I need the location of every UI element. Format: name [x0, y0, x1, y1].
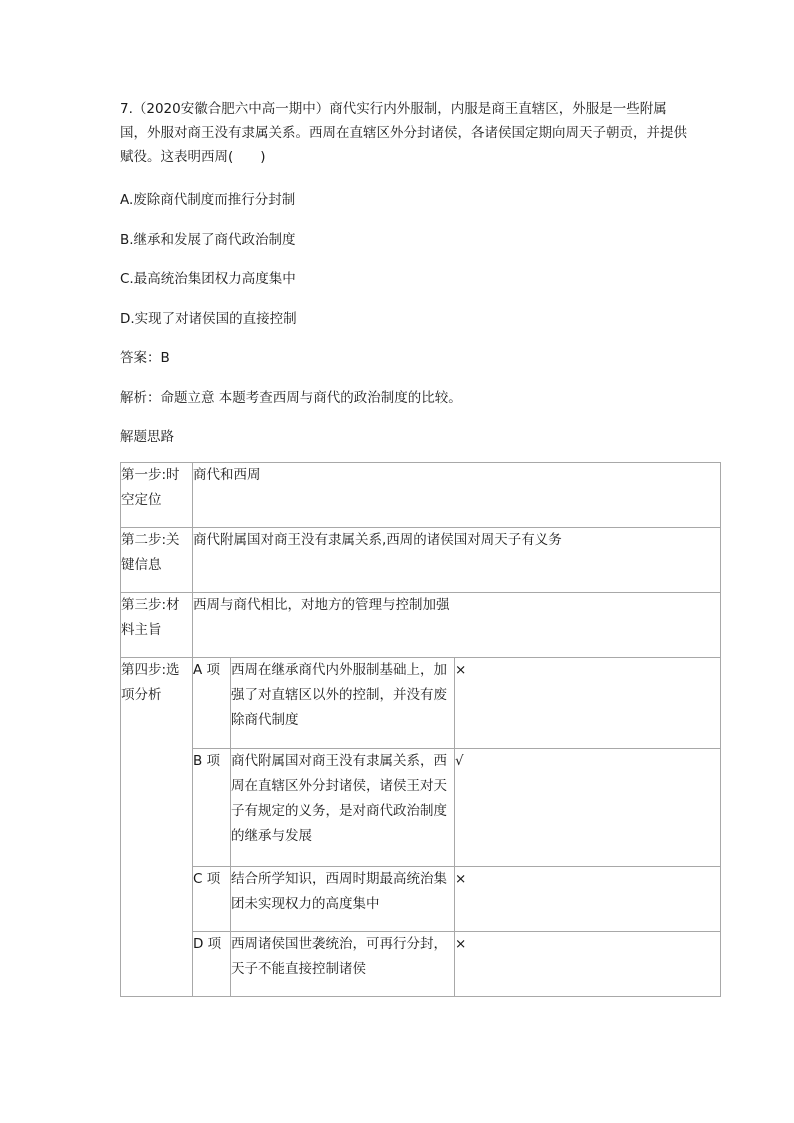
option-c: C.最高统治集团权力高度集中: [120, 271, 296, 287]
table-row: [121, 932, 721, 997]
table-row: [121, 463, 721, 528]
option-desc: 结合所学知识，西周时期最高统治集团未实现权力的高度集中: [231, 867, 455, 932]
answer-line: 答案：B: [120, 350, 170, 366]
table-row: [121, 749, 721, 867]
step-label: 第二步:关键信息: [121, 528, 193, 593]
option-a: A.废除商代制度而推行分封制: [120, 192, 296, 208]
step-content: 西周与商代相比，对地方的管理与控制加强: [193, 593, 721, 658]
option-mark: ×: [455, 932, 721, 997]
step-label: 第四步:选项分析: [121, 658, 193, 997]
table-row: [121, 867, 721, 932]
option-mark: √: [455, 749, 721, 867]
option-label: A 项: [193, 658, 231, 749]
option-label: C 项: [193, 867, 231, 932]
option-desc: 西周在继承商代内外服制基础上，加强了对直辖区以外的控制，并没有废除商代制度: [231, 658, 455, 749]
question-stem: 7.（2020安徽合肥六中高一期中）商代实行内外服制，内服是商王直辖区，外服是一些附属国，外服对商王没有隶属关系。西周在直辖区外分封诸侯，各诸侯国定期向周天子朝贡，并提供赋役。这表明西周( ): [120, 101, 687, 165]
option-label: B 项: [193, 749, 231, 867]
option-mark: ×: [455, 658, 721, 749]
option-desc: 西周诸侯国世袭统治，可再行分封，天子不能直接控制诸侯: [231, 932, 455, 997]
option-label: D 项: [193, 932, 231, 997]
approach-title: 解题思路: [120, 429, 174, 445]
option-d: D.实现了对诸侯国的直接控制: [120, 311, 297, 327]
analysis-line: 解析：命题立意 本题考查西周与商代的政治制度的比较。: [120, 390, 462, 406]
option-desc: 商代附属国对商王没有隶属关系，西周在直辖区外分封诸侯，诸侯王对天子有规定的义务，是对商代政治制度的继承与发展: [231, 749, 455, 867]
solution-table: [120, 462, 721, 997]
option-mark: ×: [455, 867, 721, 932]
step-label: 第三步:材料主旨: [121, 593, 193, 658]
table-row: [121, 593, 721, 658]
table-row: [121, 658, 721, 749]
step-label: 第一步:时空定位: [121, 463, 193, 528]
table-row: [121, 528, 721, 593]
step-content: 商代附属国对商王没有隶属关系,西周的诸侯国对周天子有义务: [193, 528, 721, 593]
option-b: B.继承和发展了商代政治制度: [120, 232, 296, 248]
step-content: 商代和西周: [193, 463, 721, 528]
